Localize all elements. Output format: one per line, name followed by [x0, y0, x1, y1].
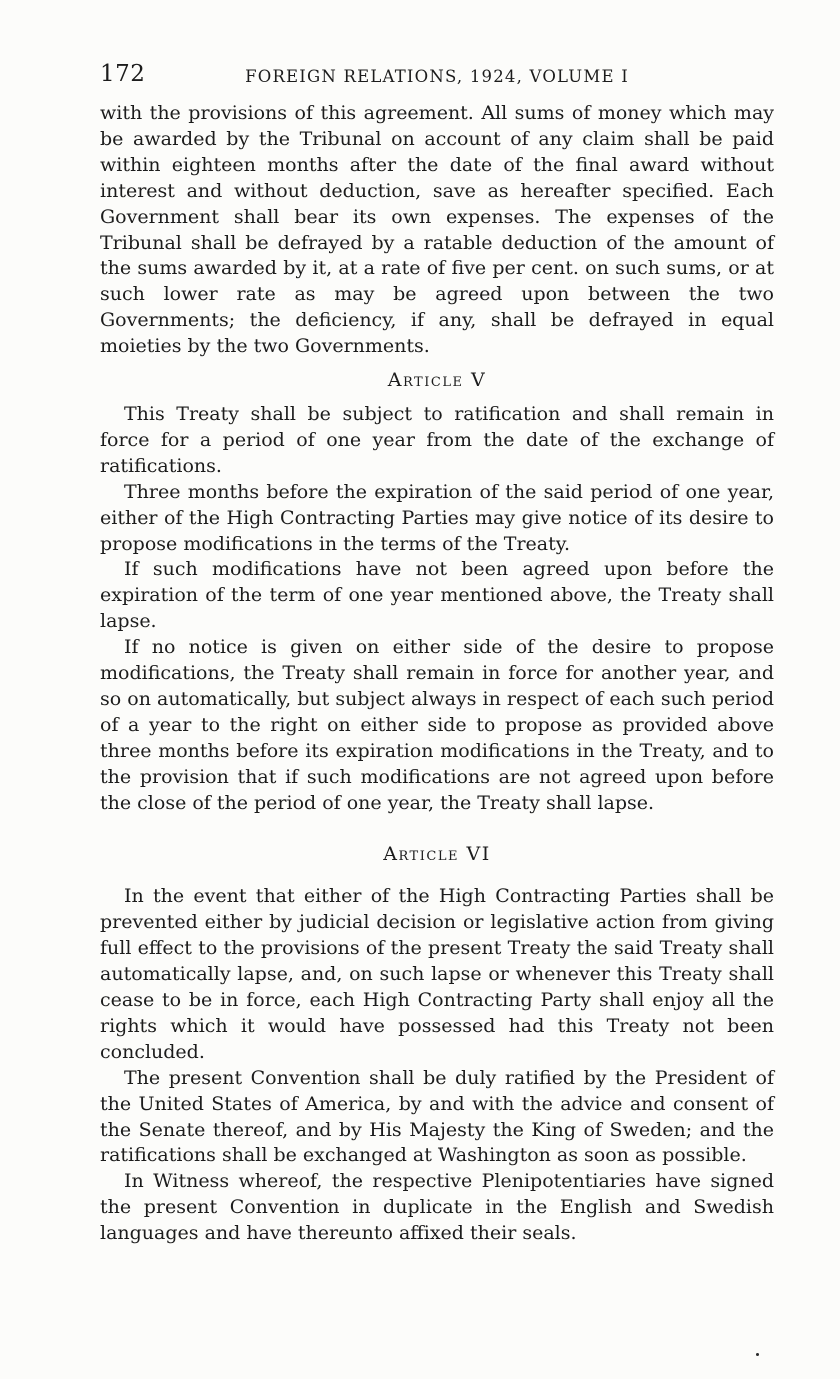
scan-speck	[756, 1353, 759, 1356]
paragraph-modifications-not-agreed: If such modifications have not been agreed upon before the expiration of the term of one year mentioned above, the Treaty shall lapse.	[100, 558, 774, 633]
article-vi-heading: Article VI	[383, 843, 491, 866]
page-body	[100, 101, 774, 1247]
paragraph-witness-whereof: In Witness whereof, the respective Plenipotentiaries have signed the present Convention in duplicate in the English and Swedish languages and have thereunto affixed their seals.	[100, 1170, 774, 1245]
paragraph-no-notice-renewal: If no notice is given on either side of the desire to propose modifications, the Treaty shall remain in force for another year, and so on automatically, but subject always in respect of each such period of a year to the right on either side to propose as provided above three months before its expiration modifications in the Treaty, and to the provision that if such modifications are not agreed upon before the close of the period of one year, the Treaty shall lapse.	[100, 636, 774, 814]
paragraph-ratification-period: This Treaty shall be subject to ratification and shall remain in force for a period of one year from the date of the exchange of ratifications.	[100, 402, 774, 477]
paragraph-three-months-notice: Three months before the expiration of the said period of one year, either of the High Contracting Parties may give notice of its desire to propose modifications in the terms of the Treaty.	[100, 480, 774, 555]
paragraph-automatic-lapse: In the event that either of the High Contracting Parties shall be prevented either by judicial decision or legislative action from giving full effect to the provisions of the present Treaty the said Treaty shall automatically lapse, and, on such lapse or whenever this Treaty shall cease to be in force, each High Contracting Party shall enjoy all the rights which it would have possessed had this Treaty not been concluded.	[100, 885, 774, 1063]
page-number: 172	[100, 61, 146, 87]
page-header	[100, 61, 774, 94]
running-header: FOREIGN RELATIONS, 1924, VOLUME I	[245, 67, 629, 86]
paragraph-agreement-continuation: with the provisions of this agreement. All sums of money which may be awarded by the Tribunal on account of any claim shall be paid within eighteen months after the date of the final award without interest and without deduction, save as hereafter specified. Each Government shall bear its own expenses. The expenses of the Tribunal shall be defrayed by a ratable deduction of the amount of the sums awarded by it, at a rate of five per cent. on such sums, or at such lower rate as may be agreed upon between the two Governments; the deficiency, if any, shall be defrayed in equal moieties by the two Governments.	[100, 102, 774, 358]
article-v-heading: Article V	[387, 369, 487, 392]
paragraph-convention-ratified: The present Convention shall be duly ratified by the President of the United States of America, by and with the advice and consent of the Senate thereof, and by His Majesty the King of Sweden; and the ratifications shall be exchanged at Washington as soon as possible.	[100, 1066, 774, 1167]
